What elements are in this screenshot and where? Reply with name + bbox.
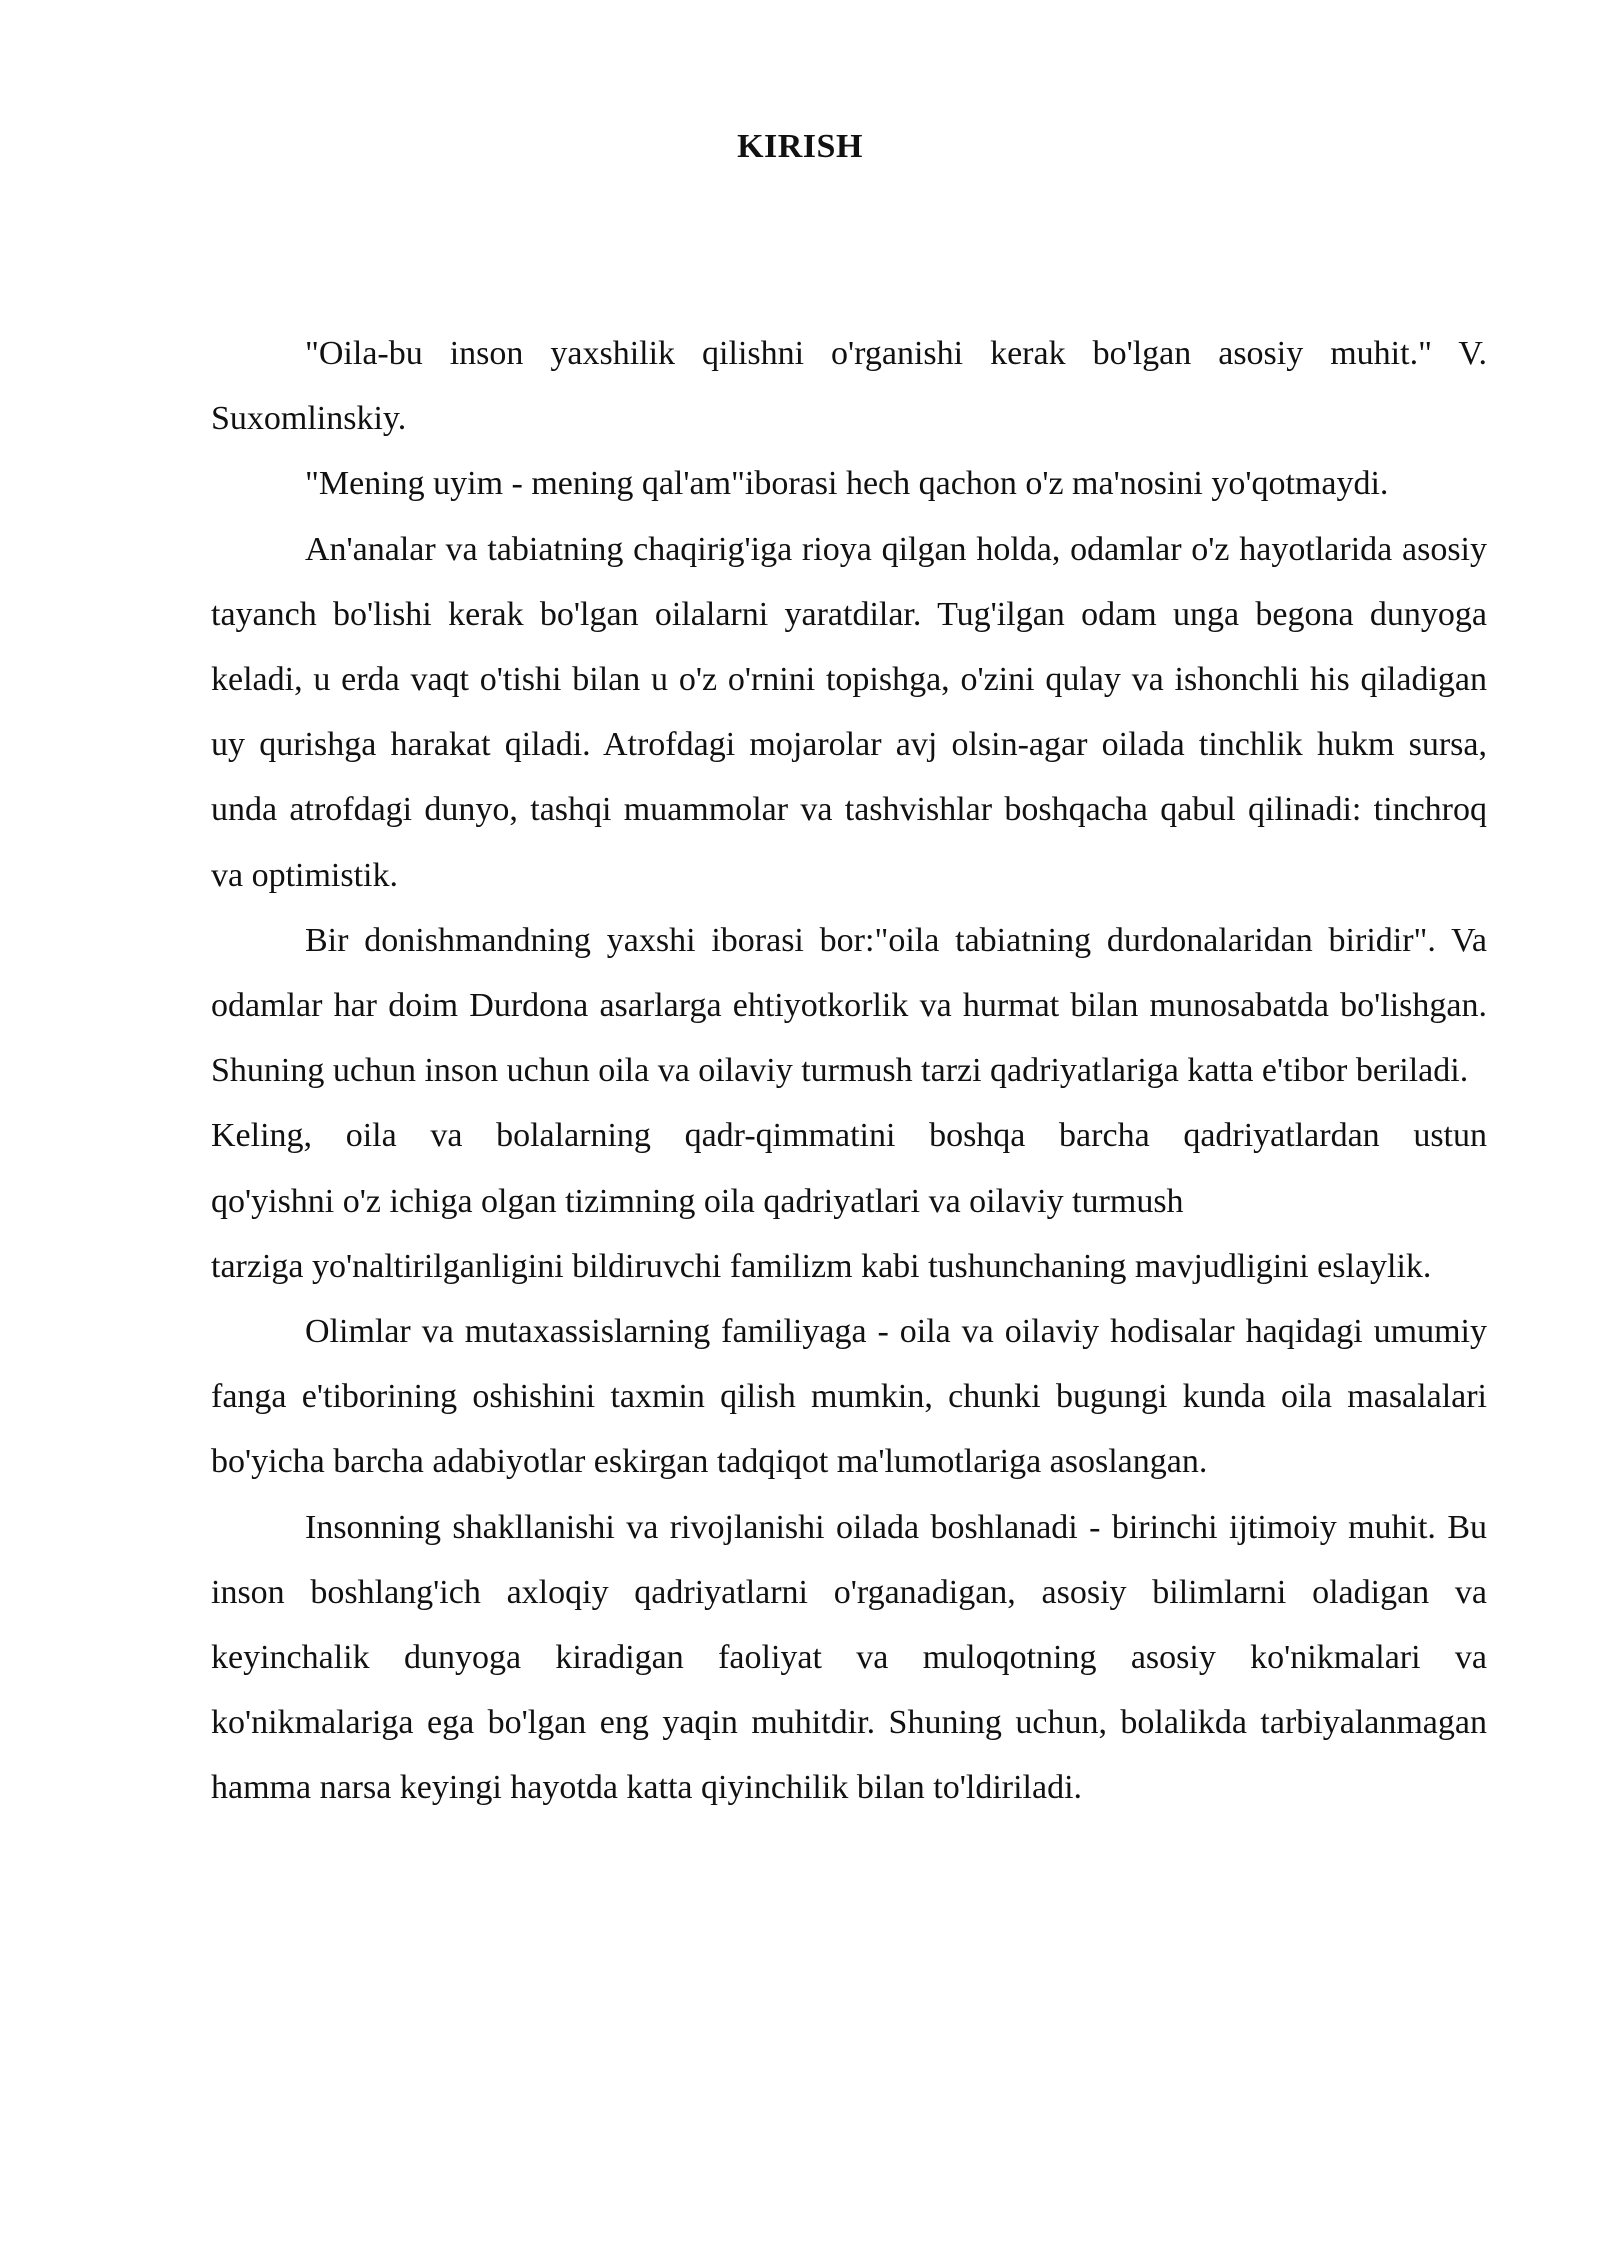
paragraph-wise-saying: Bir donishmandning yaxshi iborasi bor:"oila tabiatning durdonalaridan biridir". Va odamlar har doim Durdona asarlarga ehtiyotkorlik va hurmat bilan munosabatda bo'lishgan. Shuning uchun inson uchun oila va oilaviy turmush tarzi qadriyatlariga katta e'tibor beriladi. xyxy=(211,921,1487,1090)
paragraph-familism-line-2: qo'yishni o'z ichiga olgan tizimning oila qadriyatlari va oilaviy turmush xyxy=(211,1182,1184,1220)
paragraph-scientists: Olimlar va mutaxassislarning familiyaga - oila va oilaviy hodisalar haqidagi umumiy fanga e'tiborining oshishini taxmin qilish mumkin, chunki bugungi kunda oila masalalari bo'yicha barcha adabiyotlar eskirgan tadqiqot ma'lumotlariga asoslangan. xyxy=(211,1313,1487,1481)
document-body xyxy=(211,321,1487,1821)
paragraph-familism-continued: tarziga yo'naltirilganligini bildiruvchi familizm kabi tushunchaning mavjudligini eslaylik. xyxy=(211,1247,1432,1285)
paragraph-familism-line-1: Keling, oila va bolalarning qadr-qimmatini boshqa barcha qadriyatlardan ustun xyxy=(211,1117,1487,1155)
page-title: KIRISH xyxy=(737,128,863,165)
paragraph-formation: Insonning shakllanishi va rivojlanishi oilada boshlanadi - birinchi ijtimoiy muhit. Bu inson boshlang'ich axloqiy qadriyatlarni o'rganadigan, asosiy bilimlarni oladigan va keyinchalik dunyoga kiradigan faoliyat va muloqotning asosiy ko'nikmalari va ko'nikmalariga ega bo'lgan eng yaqin muhitdir. Shuning uchun, bolalikda tarbiyalanmagan hamma narsa keyingi hayotda katta qiyinchilik bilan to'ldiriladi. xyxy=(211,1508,1487,1807)
paragraph-quote: "Mening uyim - mening qal'am"iborasi hech qachon o'z ma'nosini yo'qotmaydi. xyxy=(305,465,1389,503)
paragraph-familism xyxy=(211,1103,1487,1233)
paragraph-traditions: An'analar va tabiatning chaqirig'iga rioya qilgan holda, odamlar o'z hayotlarida asosiy tayanch bo'lishi kerak bo'lgan oilalarni yaratdilar. Tug'ilgan odam unga begona dunyoga keladi, u erda vaqt o'tishi bilan u o'z o'rnini topishga, o'zini qulay va ishonchli his qiladigan uy qurishga harakat qiladi. Atrofdagi mojarolar avj olsin-agar oilada tinchlik hukm sursa, unda atrofdagi dunyo, tashqi muammolar va tashvishlar boshqacha qabul qilinadi: tinchroq va optimistik. xyxy=(211,530,1487,894)
paragraph-epigraph: "Oila-bu inson yaxshilik qilishni o'rganishi kerak bo'lgan asosiy muhit." V. Suxomlinskiy. xyxy=(211,335,1487,438)
